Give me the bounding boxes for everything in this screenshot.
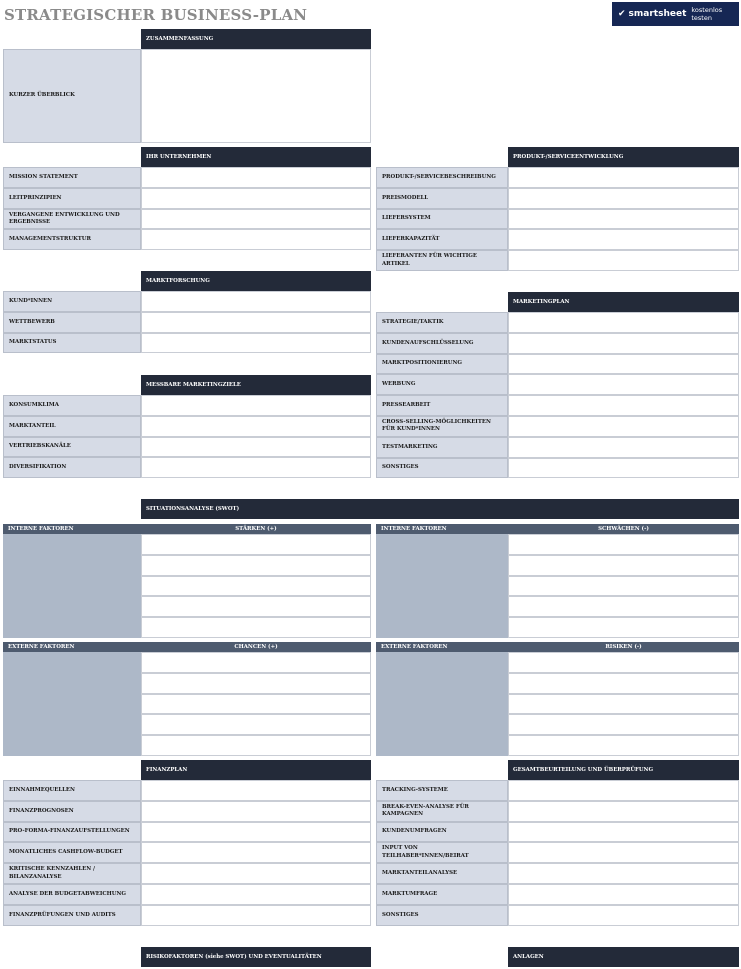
smartsheet-logo-button[interactable] bbox=[612, 2, 739, 26]
marketingplan-row-field[interactable] bbox=[508, 333, 739, 354]
chancen-header: CHANCEN (+) bbox=[141, 642, 371, 652]
produkt-row-field[interactable] bbox=[508, 209, 739, 230]
finanzplan-row-label: KRITISCHE KENNZAHLEN / BILANZANALYSE bbox=[3, 863, 141, 884]
chancen-row-field[interactable] bbox=[141, 735, 371, 756]
marketingziele-row-label: DIVERSIFIKATION bbox=[3, 457, 141, 478]
schwaechen-row-field[interactable] bbox=[508, 534, 739, 555]
marketingziele-header: MESSBARE MARKETINGZIELE bbox=[141, 375, 371, 395]
logo-brand: smartsheet bbox=[628, 9, 687, 19]
marketingplan-row-label: WERBUNG bbox=[376, 374, 508, 395]
marktforschung-row-field[interactable] bbox=[141, 333, 371, 354]
marketingziele-row-field[interactable] bbox=[141, 416, 371, 437]
unternehmen-row-label: MANAGEMENTSTRUKTUR bbox=[3, 229, 141, 250]
staerken-row-field[interactable] bbox=[141, 555, 371, 576]
marketingplan-row-field[interactable] bbox=[508, 312, 739, 333]
marketingplan-row-label: MARKTPOSITIONIERUNG bbox=[376, 354, 508, 375]
schwaechen-row-field[interactable] bbox=[508, 617, 739, 638]
zusammenfassung-header: ZUSAMMENFASSUNG bbox=[141, 29, 371, 49]
risiken-row-field[interactable] bbox=[508, 735, 739, 756]
staerken-row-field[interactable] bbox=[141, 576, 371, 597]
schwaechen-factor-block[interactable] bbox=[376, 534, 508, 638]
chancen-row-field[interactable] bbox=[141, 673, 371, 694]
marktforschung-row-label: WETTBEWERB bbox=[3, 312, 141, 333]
finanzplan-row-label: PRO-FORMA-FINANZAUFSTELLUNGEN bbox=[3, 822, 141, 843]
marketingplan-row-label: SONSTIGES bbox=[376, 458, 508, 479]
produkt-row-label: LIEFERSYSTEM bbox=[376, 209, 508, 230]
finanzplan-row-label: EINNAHMEQUELLEN bbox=[3, 780, 141, 801]
page-title: STRATEGISCHER BUSINESS-PLAN bbox=[4, 6, 308, 24]
marketingziele-row-label: KONSUMKLIMA bbox=[3, 395, 141, 416]
gesamtbeurteilung-row-field[interactable] bbox=[508, 842, 739, 863]
chancen-row-field[interactable] bbox=[141, 652, 371, 673]
anlagen-header: ANLAGEN bbox=[508, 947, 739, 967]
finanzplan-row-label: FINANZPRÜFUNGEN UND AUDITS bbox=[3, 905, 141, 926]
risiken-row-field[interactable] bbox=[508, 673, 739, 694]
marktforschung-header: MARKTFORSCHUNG bbox=[141, 271, 371, 291]
risiken-row-field[interactable] bbox=[508, 652, 739, 673]
unternehmen-row-field[interactable] bbox=[141, 188, 371, 209]
logo-cta: kostenlos testen bbox=[691, 6, 723, 22]
marketingziele-row-label: VERTRIEBSKANÄLE bbox=[3, 437, 141, 458]
unternehmen-row-label: VERGANGENE ENTWICKLUNG UND ERGEBNISSE bbox=[3, 209, 141, 230]
marketingplan-row-label: KUNDENAUFSCHLÜSSELUNG bbox=[376, 333, 508, 354]
interne-faktoren-left-header: INTERNE FAKTOREN bbox=[3, 524, 141, 534]
gesamtbeurteilung-row-label: MARKTANTEILANALYSE bbox=[376, 863, 508, 884]
schwaechen-header: SCHWÄCHEN (-) bbox=[508, 524, 739, 534]
marketingplan-row-field[interactable] bbox=[508, 416, 739, 437]
marketingziele-row-field[interactable] bbox=[141, 457, 371, 478]
marktforschung-row-field[interactable] bbox=[141, 291, 371, 312]
finanzplan-row-label: ANALYSE DER BUDGETABWEICHUNG bbox=[3, 884, 141, 905]
staerken-row-field[interactable] bbox=[141, 596, 371, 617]
chancen-row-field[interactable] bbox=[141, 714, 371, 735]
unternehmen-row-field[interactable] bbox=[141, 167, 371, 188]
marketingplan-row-field[interactable] bbox=[508, 374, 739, 395]
chancen-factor-block[interactable] bbox=[3, 652, 141, 756]
produkt-row-field[interactable] bbox=[508, 167, 739, 188]
unternehmen-row-label: LEITPRINZIPIEN bbox=[3, 188, 141, 209]
marktforschung-row-field[interactable] bbox=[141, 312, 371, 333]
marketingziele-row-field[interactable] bbox=[141, 395, 371, 416]
unternehmen-row-field[interactable] bbox=[141, 229, 371, 250]
gesamtbeurteilung-row-label: INPUT VON TEILHABER*INNEN/BEIRAT bbox=[376, 842, 508, 863]
smartsheet-check-icon: ✔ bbox=[618, 9, 626, 19]
finanzplan-row-label: MONATLICHES CASHFLOW-BUDGET bbox=[3, 842, 141, 863]
produkt-row-label: PRODUKT-/SERVICEBESCHREIBUNG bbox=[376, 167, 508, 188]
schwaechen-row-field[interactable] bbox=[508, 576, 739, 597]
schwaechen-row-field[interactable] bbox=[508, 596, 739, 617]
marketingplan-row-label: CROSS-SELLING-MÖGLICHKEITEN FÜR KUND*INNEN bbox=[376, 416, 508, 437]
unternehmen-header: IHR UNTERNEHMEN bbox=[141, 147, 371, 167]
risiken-row-field[interactable] bbox=[508, 694, 739, 715]
staerken-row-field[interactable] bbox=[141, 534, 371, 555]
gesamtbeurteilung-row-label: KUNDENUMFRAGEN bbox=[376, 822, 508, 843]
staerken-header: STÄRKEN (+) bbox=[141, 524, 371, 534]
produkt-row-field[interactable] bbox=[508, 229, 739, 250]
gesamtbeurteilung-row-field[interactable] bbox=[508, 863, 739, 884]
marketingplan-row-field[interactable] bbox=[508, 437, 739, 458]
marketingplan-row-label: STRATEGIE/TAKTIK bbox=[376, 312, 508, 333]
schwaechen-row-field[interactable] bbox=[508, 555, 739, 576]
chancen-row-field[interactable] bbox=[141, 694, 371, 715]
swot-header: SITUATIONSANALYSE (SWOT) bbox=[141, 499, 739, 519]
gesamtbeurteilung-row-field[interactable] bbox=[508, 884, 739, 905]
marktforschung-row-label: KUND*INNEN bbox=[3, 291, 141, 312]
gesamtbeurteilung-header: GESAMTBEURTEILUNG UND ÜBERPRÜFUNG bbox=[508, 760, 739, 780]
gesamtbeurteilung-row-field[interactable] bbox=[508, 822, 739, 843]
staerken-row-field[interactable] bbox=[141, 617, 371, 638]
finanzplan-row-field[interactable] bbox=[141, 905, 371, 926]
finanzplan-row-field[interactable] bbox=[141, 780, 371, 801]
finanzplan-row-field[interactable] bbox=[141, 842, 371, 863]
marketingplan-row-label: TESTMARKETING bbox=[376, 437, 508, 458]
externe-faktoren-right-header: EXTERNE FAKTOREN bbox=[376, 642, 508, 652]
marktforschung-row-label: MARKTSTATUS bbox=[3, 333, 141, 354]
gesamtbeurteilung-row-label: BREAK-EVEN-ANALYSE FÜR KAMPAGNEN bbox=[376, 801, 508, 822]
produkt-row-label: PREISMODELL bbox=[376, 188, 508, 209]
marketingplan-row-label: PRESSEARBEIT bbox=[376, 395, 508, 416]
marketingplan-row-field[interactable] bbox=[508, 354, 739, 375]
finanzplan-row-field[interactable] bbox=[141, 884, 371, 905]
kurzer-ueberblick-field[interactable] bbox=[141, 49, 371, 143]
finanzplan-row-field[interactable] bbox=[141, 863, 371, 884]
staerken-factor-block[interactable] bbox=[3, 534, 141, 638]
finanzplan-row-field[interactable] bbox=[141, 822, 371, 843]
gesamtbeurteilung-row-label: MARKTUMFRAGE bbox=[376, 884, 508, 905]
marketingplan-row-field[interactable] bbox=[508, 458, 739, 479]
gesamtbeurteilung-row-field[interactable] bbox=[508, 780, 739, 801]
gesamtbeurteilung-row-field[interactable] bbox=[508, 905, 739, 926]
finanzplan-row-field[interactable] bbox=[141, 801, 371, 822]
produkt-row-field[interactable] bbox=[508, 250, 739, 271]
gesamtbeurteilung-row-label: TRACKING-SYSTEME bbox=[376, 780, 508, 801]
gesamtbeurteilung-row-field[interactable] bbox=[508, 801, 739, 822]
marketingziele-row-label: MARKTANTEIL bbox=[3, 416, 141, 437]
finanzplan-header: FINANZPLAN bbox=[141, 760, 371, 780]
risikofaktoren-header: RISIKOFAKTOREN (siehe SWOT) UND EVENTUALITÄTEN bbox=[141, 947, 371, 967]
risiken-header: RISIKEN (-) bbox=[508, 642, 739, 652]
gesamtbeurteilung-row-label: SONSTIGES bbox=[376, 905, 508, 926]
unternehmen-row-label: MISSION STATEMENT bbox=[3, 167, 141, 188]
risiken-factor-block[interactable] bbox=[376, 652, 508, 756]
risiken-row-field[interactable] bbox=[508, 714, 739, 735]
produkt-row-label: LIEFERKAPAZITÄT bbox=[376, 229, 508, 250]
marketingplan-row-field[interactable] bbox=[508, 395, 739, 416]
produkt-row-label: LIEFERANTEN FÜR WICHTIGE ARTIKEL bbox=[376, 250, 508, 271]
produkt-header: PRODUKT-/SERVICEENTWICKLUNG bbox=[508, 147, 739, 167]
unternehmen-row-field[interactable] bbox=[141, 209, 371, 230]
marketingplan-header: MARKETINGPLAN bbox=[508, 292, 739, 312]
interne-faktoren-right-header: INTERNE FAKTOREN bbox=[376, 524, 508, 534]
produkt-row-field[interactable] bbox=[508, 188, 739, 209]
kurzer-ueberblick-label: KURZER ÜBERBLICK bbox=[3, 49, 141, 143]
marketingziele-row-field[interactable] bbox=[141, 437, 371, 458]
finanzplan-row-label: FINANZPROGNOSEN bbox=[3, 801, 141, 822]
externe-faktoren-left-header: EXTERNE FAKTOREN bbox=[3, 642, 141, 652]
